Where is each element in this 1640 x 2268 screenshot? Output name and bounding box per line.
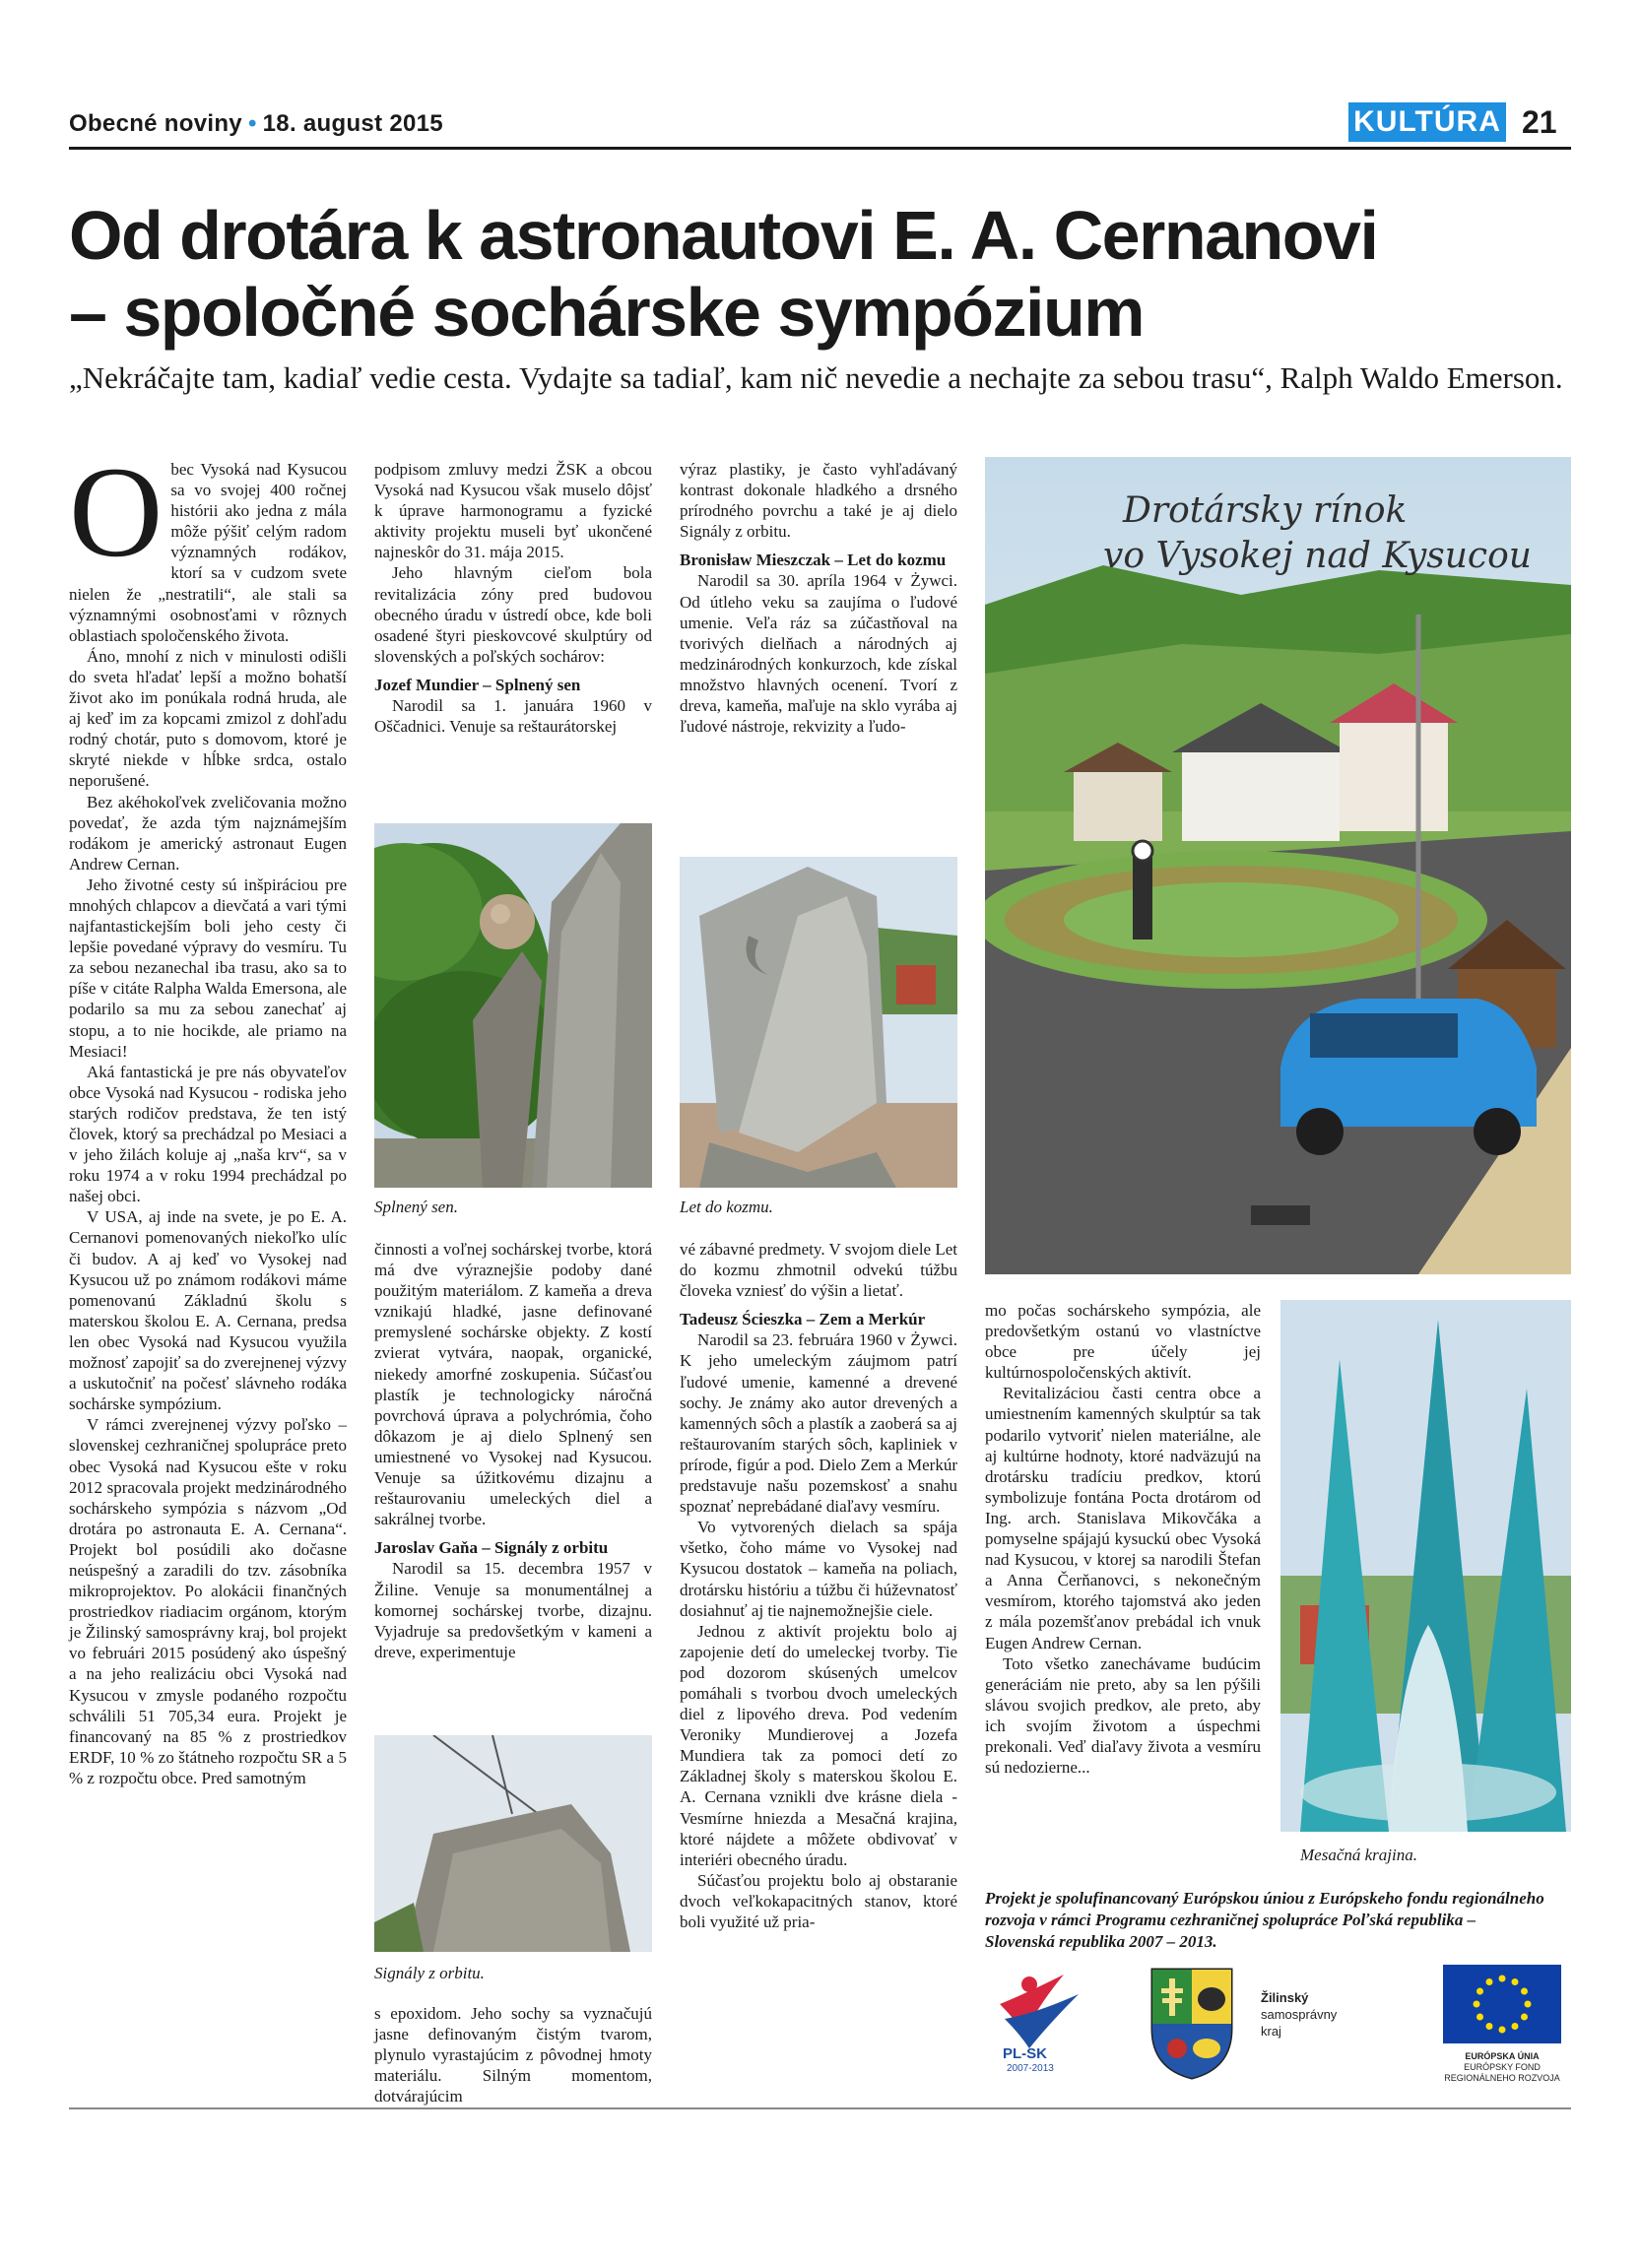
photo-signaly-z-orbitu <box>374 1735 652 1952</box>
column-2-middle <box>374 1239 652 1662</box>
sculptor-heading: Bronisław Mieszczak – Let do kozmu <box>680 551 947 570</box>
paragraph: Bez akéhokoľvek zveličovania možno povedať, že azda tým najznámejším rodákom je americký astronaut Eugen Andrew Cernan. <box>69 792 347 874</box>
photo-caption: Let do kozmu. <box>680 1198 773 1216</box>
paragraph: V rámci zverejnenej výzvy poľsko – slovenskej cezhraničnej spolupráce preto obec Vysoká nad Kysucou ešte v roku 2012 spracovala projekt medzinárodného sochárskeho sympózia s názvom „Od drotára po astronauta E. A. Cernana“. Projekt bol posúdili ako dočasne neúspešný a zaradili do tzv. zásobníka mikroprojektov. Po alokácii finančných prostriedkov riadiacim orgánom, ktorým je Žilinský samosprávny kraj, bol projekt vo februári 2015 posúdený ako úspešný a na jeho realizáciu obci Vysoká nad Kysucou v zmysle podaného rozpočtu schválili 51 705,34 eura. Projekt je financovaný na 85 % z prostriedkov ERDF, 10 % zo štátneho rozpočtu SR a 5 % z rozpočtu obce. Pred samotným <box>69 1415 347 1787</box>
sculpture-photo-2 <box>374 1735 652 1952</box>
sculptor-heading: Tadeusz Ścieszka – Zem a Merkúr <box>680 1310 926 1329</box>
masthead <box>69 110 443 138</box>
column-3-top <box>680 459 957 737</box>
paragraph: Súčasťou projektu bolo aj obstaranie dvoch veľkokapacitných stanov, ktoré boli využité už pria- <box>680 1870 957 1931</box>
paragraph: V USA, aj inde na svete, je po E. A. Cernanovi pomenovaných niekoľko ulíc či budov. A aj keď vo Vysokej nad Kysucou už po známom rodákovi máme pomenovanú Základnú školu s materskou školou E. A. Cernana, predsa len obec Vysoká nad Kysucou využila možnosť zapojiť sa do zverejnenej výzvy a uskutočniť na počesť slávneho rodáka sochárske sympózium. <box>69 1207 347 1414</box>
photo-drotarsky-rinok <box>985 457 1571 1274</box>
photo-caption: Splnený sen. <box>374 1198 458 1216</box>
photo-caption: Signály z orbitu. <box>374 1964 485 1982</box>
paragraph: Narodil sa 30. apríla 1964 v Żywci. Od útleho veku sa zaujíma o ľudové umenie. Veľa ráz sa zúčastňoval na tvorivých dielňach a národných aj medzinárodných konkurzoch, kde získal množstvo hlavných ocenení. Tvorí z dreva, kameňa, maľuje na sklo vyrába aj ľudové nástroje, rekvizity a ľudo- <box>680 571 957 737</box>
column-2-top <box>374 459 652 737</box>
page-number: 21 <box>1522 104 1557 140</box>
column-1 <box>69 439 347 1788</box>
photo-sign-line-2: vo Vysokej nad Kysucou <box>1103 536 1532 576</box>
paragraph: Revitalizáciou časti centra obce a umiestnením kamenných skulptúr sa tak podarilo vytvoriť nielen materiálne, ale aj kultúrne hodnoty, ktoré nadväzujú na drotársku tradíciu predkov, ktorú symbolizuje fontána Pocta drotárom od Ing. arch. Stanislava Mikovčáka a pomyselne spájajú kysuckú obec Vysoká nad Kysucou, v ktorej sa narodili Štefan a Anna Čerňanovci, s nekonečným vesmírom, ktorého tajomstvá ako jeden z mála pozemšťanov prebádal ich vnuk Eugen Andrew Cernan. <box>985 1384 1261 1652</box>
article-quote: „Nekráčajte tam, kadiaľ vedie cesta. Vydajte sa tadiaľ, kam nič nevedie a nechajte za sebou trasu“, Ralph Waldo Emerson. <box>69 360 1563 395</box>
eu-line-3: REGIONÁLNEHO ROZVOJA <box>1444 2073 1560 2083</box>
paragraph: mo počas sochárskeho sympózia, ale predovšetkým ostanú vo vlastníctve obce pre účely jej kultúrnospoločenských aktivít. <box>985 1301 1261 1383</box>
article-title <box>69 197 1576 351</box>
sculpture-photo-1 <box>374 823 652 1188</box>
column-3-bottom <box>680 1239 957 1932</box>
footer-rule <box>69 2107 1571 2109</box>
eu-line-1: EURÓPSKA ÚNIA <box>1465 2051 1540 2061</box>
column-2-bottom <box>374 2003 652 2106</box>
paragraph: vé zábavné predmety. V svojom diele Let do kozmu zhmotnil odvekú túžbu človeka vzniesť do výšin a lietať. <box>680 1240 957 1301</box>
zsk-line-1: Žilinský <box>1261 1990 1309 2005</box>
paragraph: Narodil sa 15. decembra 1957 v Žiline. Venuje sa monumentálnej a komornej sochárskej tvorbe, dizajnu. Vyjadruje sa predovšetkým v kameni a dreve, experimentuje <box>374 1559 652 1661</box>
plsk-label: PL-SK <box>1003 2045 1047 2062</box>
zsk-line-3: kraj <box>1261 2024 1281 2039</box>
photo-let-do-kozmu <box>680 857 957 1188</box>
paragraph: Vo vytvorených dielach sa spája všetko, čoho máme vo Vysokej nad Kysucou dostatok – kameňa na poliach, drotársku históriu a túžbu či húževnatosť dosiahnuť aj tie najnemožnejšie ciele. <box>680 1518 957 1620</box>
paragraph: Jednou z aktivít projektu bolo aj zapojenie detí do umeleckej tvorby. Tie pod dozorom skúsených umelcov pomáhali s tvorbou dvoch umeleckých diel z lipového dreva. Pod vedením Veroniky Mundierovej a Jozefa Mundiera tak za pomoci detí zo Základnej školy s materskou školou E. A. Cernana vznikli dve krásne diela - Vesmírne hniezda a Mesačná krajina, ktoré nájdete a môžete obdivovať v interiéri obecného úradu. <box>680 1621 957 1869</box>
header-separator: • <box>247 110 257 137</box>
paragraph: Aká fantastická je pre nás obyvateľov obce Vysoká nad Kysucou - rodiska jeho starých rodičov predstava, že ten istý človek, ktorý sa prechádzal po Mesiaci a v jeho žilách koluje aj „naša krv“, sa v roku 1974 a v roku 1994 prechádzal po našej obci. <box>69 1062 347 1206</box>
eu-label <box>1433 2051 1571 2084</box>
zsk-label <box>1261 1989 1337 2040</box>
eu-line-2: EURÓPSKY FOND <box>1464 2062 1541 2072</box>
issue-date: 18. august 2015 <box>262 110 443 137</box>
fountain-photo <box>1280 1300 1571 1832</box>
funding-statement: Projekt je spolufinancovaný Európskou úniou z Európskeho fondu regionálneho rozvoja v rámci Programu cezhraničnej spolupráce Poľská republika – Slovenská republika 2007 – 2013. <box>985 1889 1544 1951</box>
paragraph: Jeho hlavným cieľom bola revitalizácia zóny pred budovou obecného úradu v ústredí obce, kde boli osadené štyri pieskovcové skulptúry od slovenských a poľských sochárov: <box>374 563 652 666</box>
photo-splneny-sen <box>374 823 652 1188</box>
eu-flag-icon <box>1443 1965 1581 2049</box>
photo-caption: Mesačná krajina. <box>1300 1846 1417 1864</box>
paragraph: činnosti a voľnej sochárskej tvorbe, ktorá má dve výraznejšie podoby dané použitým materiálom. Z kameňa a dreva vznikajú hladké, jasne definované premyslené sochárske objekty. Z kostí zvierat vytvára, naopak, organické, niekedy amorfné zoskupenia. Súčasťou plastík je technologicky náročná povrchová úprava a polychrómia, čoho dôkazom je aj dielo Splnený sen umiestnené vo Vysokej nad Kysucou. Venuje sa úžitkovému dizajnu a reštaurovaniu umeleckých diel a sakrálnej tvorbe. <box>374 1240 652 1529</box>
plsk-years: 2007-2013 <box>1007 2063 1054 2074</box>
column-4 <box>985 1300 1261 1778</box>
sculpture-photo-3 <box>680 857 957 1188</box>
paragraph: podpisom zmluvy medzi ŽSK a obcou Vysoká nad Kysucou však muselo dôjsť k úprave harmonogramu a fyzické aktivity projektu museli byť ukončené najneskôr do 31. mája 2015. <box>374 460 652 562</box>
title-line-2: – spoločné sochárske sympózium <box>69 274 1144 351</box>
paragraph: Jeho životné cesty sú inšpiráciou pre mnohých chlapcov a dievčatá a vari tými najfantastickejším boli jeho cesty či lepšie povedané výpravy do vesmíru. Tu za sebou nezanechal iba trasu, ako sa to píše v citáte Ralpha Walda Emersona, ale podarilo sa mu za sebou zanechať aj stopu, a to nie hocikde, ale priamo na Mesiaci! <box>69 875 347 1061</box>
paragraph: s epoxidom. Jeho sochy sa vyznačujú jasne definovaným čistým tvarom, plynulo vyrastajúcim z pôvodnej hmoty materiálu. Silným momentom, dotvárajúcim <box>374 2004 652 2106</box>
photo-sign-line-1: Drotársky rínok <box>1123 490 1408 531</box>
zsk-line-2: samosprávny <box>1261 2007 1338 2022</box>
photo-mesacna-krajina <box>1280 1300 1571 1832</box>
sculptor-heading: Jaroslav Gaňa – Signály z orbitu <box>374 1538 609 1558</box>
title-line-1: Od drotára k astronautovi E. A. Cernanovi <box>69 197 1378 274</box>
paragraph: Narodil sa 1. januára 1960 v Oščadnici. Venuje sa reštaurátorskej <box>374 696 652 737</box>
paragraph: Narodil sa 23. februára 1960 v Żywci. K jeho umeleckým záujmom patrí ľudové umenie, kamenné a drevené sochy. Je známy ako autor drevených a kamenných sôch a plastík a zaoberá sa aj reštaurovaním starých sôch, kapliniek v prírode, figúr a pod. Dielo Zem a Merkúr predstavuje našu pozemskosť a snahu spoznať neprebádané diaľavy vesmíru. <box>680 1330 957 1517</box>
paragraph: bec Vysoká nad Kysucou sa vo svojej 400 ročnej histórii ako jedna z mála môže pýšiť celým radom významných rodákov, ktorí sa v cudzom svete nielen že „nestratili“, ale stali sa významnými osobnosťami v rôznych oblastiach spoločenského života. <box>69 460 347 645</box>
village-square-photo <box>985 457 1571 1274</box>
section-label: KULTÚRA <box>1348 102 1506 142</box>
paragraph: Toto všetko zanechávame budúcim generáciám nie preto, aby sa len pýšili slávou svojich predkov, ale preto, aby ich svojím životom a úspechmi prekonali. Veď diaľavy života a vesmíru sú nedozierne... <box>985 1653 1261 1778</box>
eu-logo <box>1433 1965 1571 2083</box>
paragraph: Áno, mnohí z nich v minulosti odišli do sveta hľadať lepší a možno bohatší život ako im ponúkala rodná hruda, ale aj keď im za kopcami zmizol z dohľadu rodný chotár, puto s domovom, ktoré je skryté niekde v hĺbke srdca, ostalo neporušené. <box>69 646 347 791</box>
plsk-logo <box>985 1965 1093 2083</box>
coat-of-arms-icon <box>1148 1965 1236 2081</box>
paragraph: výraz plastiky, je často vyhľadávaný kontrast dokonale hladkého a drsného prírodného povrchu a také je aj dielo Signály z orbitu. <box>680 460 957 542</box>
zsk-coat-of-arms <box>1148 1965 1236 2081</box>
sculptor-heading: Jozef Mundier – Splnený sen <box>374 675 581 694</box>
header-rule <box>69 147 1571 150</box>
drop-cap: O <box>69 439 164 584</box>
paper-name: Obecné noviny <box>69 110 242 137</box>
